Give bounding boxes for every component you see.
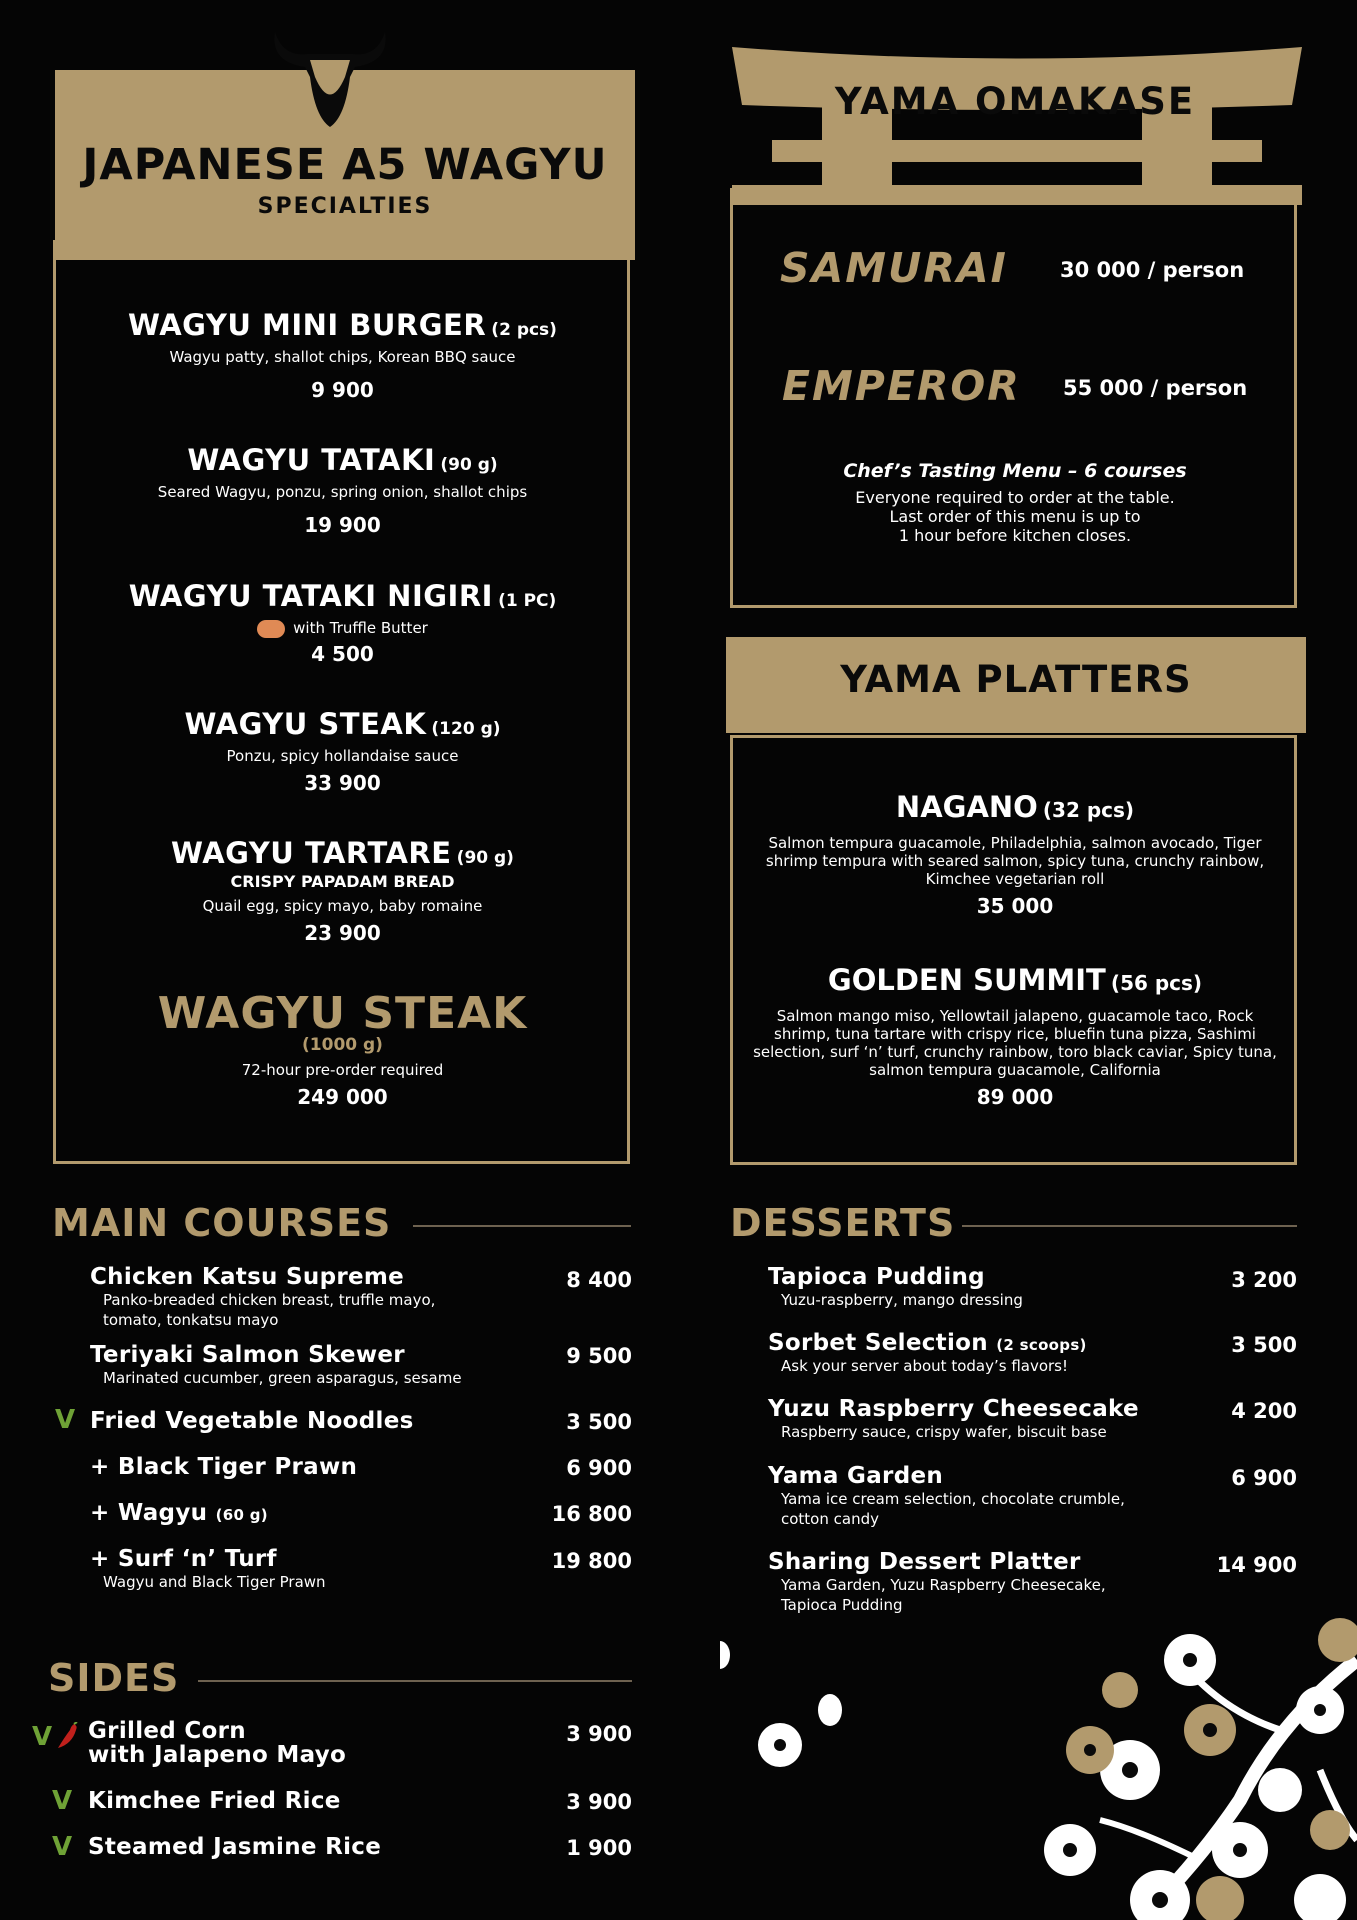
- menu-item: [90, 1342, 462, 1388]
- course-price: 30 000 / person: [1060, 258, 1245, 282]
- menu-item: [768, 1396, 1139, 1442]
- menu-item: [768, 1264, 1023, 1310]
- platter-item: [740, 963, 1290, 1109]
- course-name-emperor: EMPEROR: [782, 362, 1021, 410]
- item-price: 3 500: [1231, 1333, 1297, 1357]
- item-price: 4 200: [1231, 1399, 1297, 1423]
- divider: [198, 1680, 632, 1682]
- item-price: 3 500: [566, 1410, 632, 1434]
- item-desc: Salmon mango miso, Yellowtail jalapeno, guacamole taco, Rock shrimp, tuna tartare with crispy rice, bluefin tuna pizza, Sashimi selection, surf ‘n’ turf, crunchy rainbow, toro black caviar, Spicy tuna, salmon tempura guacamole, California: [753, 1007, 1277, 1079]
- item-desc: 72-hour pre-order required: [241, 1061, 444, 1079]
- item-name: Steamed Jasmine Rice: [88, 1834, 382, 1860]
- sides-heading: SIDES: [48, 1656, 180, 1700]
- note-heading: Chef’s Tasting Menu – 6 courses: [843, 460, 1187, 482]
- item-name: NAGANO: [895, 790, 1038, 824]
- item-size: (1 PC): [498, 591, 557, 611]
- menu-item: [88, 1719, 346, 1767]
- item-desc: Seared Wagyu, ponzu, spring onion, shallot chips: [157, 483, 528, 501]
- vegetarian-icon: V: [52, 1832, 73, 1862]
- item-size: (2 scoops): [996, 1336, 1087, 1354]
- item-name: + Surf ‘n’ Turf: [90, 1546, 277, 1572]
- torii-gate-icon: [732, 45, 1302, 205]
- item-name: Grilled Corn: [88, 1718, 246, 1744]
- main-courses-heading: MAIN COURSES: [52, 1201, 392, 1245]
- item-desc: Panko-breaded chicken breast, truffle mayo, tomato, tonkatsu mayo: [103, 1291, 436, 1329]
- item-size: (32 pcs): [1042, 798, 1135, 822]
- item-name: Yuzu Raspberry Cheesecake: [768, 1396, 1139, 1422]
- item-price: 9 500: [566, 1344, 632, 1368]
- item-name: WAGYU TARTARE: [171, 836, 452, 870]
- wagyu-item-featured: [60, 988, 625, 1109]
- item-name: Sharing Dessert Platter: [768, 1549, 1081, 1575]
- item-desc: Marinated cucumber, green asparagus, sesame: [103, 1369, 462, 1387]
- menu-item: [768, 1330, 1087, 1376]
- item-size: (60 g): [215, 1506, 268, 1524]
- menu-item: [88, 1788, 341, 1814]
- item-desc: Wagyu patty, shallot chips, Korean BBQ sauce: [169, 348, 516, 366]
- desserts-heading: DESSERTS: [730, 1201, 956, 1245]
- item-name: GOLDEN SUMMIT: [827, 963, 1106, 997]
- item-price: 4 500: [311, 641, 374, 666]
- course-price: 55 000 / person: [1063, 376, 1248, 400]
- menu-item: [88, 1834, 381, 1860]
- course-name-samurai: SAMURAI: [780, 244, 1008, 292]
- item-desc: with Truffle Butter: [293, 619, 428, 637]
- item-price: 33 900: [304, 771, 381, 795]
- wagyu-item: [60, 443, 625, 537]
- wagyu-item: [60, 308, 625, 402]
- item-name: + Black Tiger Prawn: [90, 1454, 358, 1480]
- item-name: WAGYU MINI BURGER: [128, 308, 487, 342]
- item-price: 3 900: [566, 1722, 632, 1746]
- item-price: 14 900: [1216, 1553, 1297, 1577]
- item-price: 16 800: [551, 1502, 632, 1526]
- item-price: 35 000: [976, 894, 1054, 918]
- item-name: + Wagyu: [90, 1500, 208, 1526]
- item-size: (90 g): [440, 455, 498, 475]
- vegetarian-icon: V: [52, 1786, 73, 1816]
- item-name: WAGYU STEAK: [157, 988, 528, 1039]
- item-name: Fried Vegetable Noodles: [90, 1408, 414, 1434]
- item-name: Teriyaki Salmon Skewer: [90, 1342, 405, 1368]
- note-text: Everyone required to order at the table. Last order of this menu is up to 1 hour before kitchen closes.: [855, 488, 1175, 545]
- nigiri-icon: [257, 620, 285, 638]
- platters-title: YAMA PLATTERS: [840, 658, 1192, 701]
- item-size: (1000 g): [302, 1035, 383, 1055]
- item-desc: Quail egg, spicy mayo, baby romaine: [202, 897, 483, 915]
- item-name: Chicken Katsu Supreme: [90, 1264, 405, 1290]
- item-price: 19 900: [304, 513, 381, 537]
- item-desc: Salmon tempura guacamole, Philadelphia, salmon avocado, Tiger shrimp tempura with seared salmon, spicy tuna, crunchy rainbow, Kimchee vegetarian roll: [765, 834, 1265, 888]
- omakase-title: YAMA OMAKASE: [834, 80, 1196, 123]
- item-price: 23 900: [304, 921, 381, 945]
- item-desc: Yama Garden, Yuzu Raspberry Cheesecake, Tapioca Pudding: [781, 1576, 1106, 1614]
- item-size: (90 g): [456, 848, 514, 868]
- menu-item: [90, 1500, 268, 1526]
- item-price: 8 400: [566, 1268, 632, 1292]
- menu-item: [90, 1408, 414, 1434]
- cherry-blossom-illustration: [720, 1600, 1357, 1920]
- wagyu-item: [60, 707, 625, 795]
- item-desc: Yama ice cream selection, chocolate crumble, cotton candy: [781, 1490, 1125, 1528]
- divider: [962, 1225, 1297, 1227]
- menu-item: [90, 1454, 357, 1480]
- item-size: (56 pcs): [1110, 971, 1203, 995]
- wagyu-subtitle: SPECIALTIES: [257, 194, 433, 219]
- item-desc: Ask your server about today’s flavors!: [781, 1357, 1069, 1375]
- item-name: Sorbet Selection: [768, 1330, 988, 1356]
- vegetarian-icon: V: [55, 1405, 76, 1435]
- item-size: (2 pcs): [491, 320, 557, 340]
- menu-item: [90, 1264, 435, 1330]
- item-price: 89 000: [976, 1085, 1054, 1109]
- menu-item: [90, 1546, 326, 1592]
- wagyu-item: [60, 579, 625, 666]
- item-name-line2: with Jalapeno Mayo: [88, 1742, 347, 1768]
- item-price: 19 800: [551, 1549, 632, 1573]
- item-desc: Wagyu and Black Tiger Prawn: [103, 1573, 326, 1591]
- item-price: 3 200: [1231, 1268, 1297, 1292]
- item-price: 3 900: [566, 1790, 632, 1814]
- wagyu-item: [60, 836, 625, 945]
- menu-item: [768, 1463, 1125, 1529]
- item-name: Tapioca Pudding: [768, 1264, 985, 1290]
- divider: [413, 1225, 631, 1227]
- item-price: 9 900: [311, 378, 374, 402]
- item-name: WAGYU STEAK: [184, 707, 427, 741]
- item-price: 1 900: [566, 1836, 632, 1860]
- item-price: 249 000: [297, 1085, 388, 1109]
- item-name: WAGYU TATAKI: [187, 443, 436, 477]
- item-name: WAGYU TATAKI NIGIRI: [128, 579, 493, 613]
- bull-head-icon: [265, 22, 395, 132]
- item-size: (120 g): [431, 719, 501, 739]
- item-desc: Yuzu-raspberry, mango dressing: [781, 1291, 1023, 1309]
- item-price: 6 900: [566, 1456, 632, 1480]
- item-desc: Ponzu, spicy hollandaise sauce: [226, 747, 459, 765]
- wagyu-title: JAPANESE A5 WAGYU: [82, 140, 608, 190]
- item-name: Kimchee Fried Rice: [88, 1788, 341, 1814]
- platter-item: [740, 790, 1290, 918]
- item-subtitle: CRISPY PAPADAM BREAD: [230, 872, 455, 891]
- item-name: Yama Garden: [768, 1463, 944, 1489]
- vegetarian-icon: V: [32, 1722, 53, 1752]
- item-price: 6 900: [1231, 1466, 1297, 1490]
- omakase-note: [740, 460, 1290, 545]
- item-desc: Raspberry sauce, crispy wafer, biscuit base: [781, 1423, 1107, 1441]
- spicy-chili-icon: [54, 1722, 80, 1750]
